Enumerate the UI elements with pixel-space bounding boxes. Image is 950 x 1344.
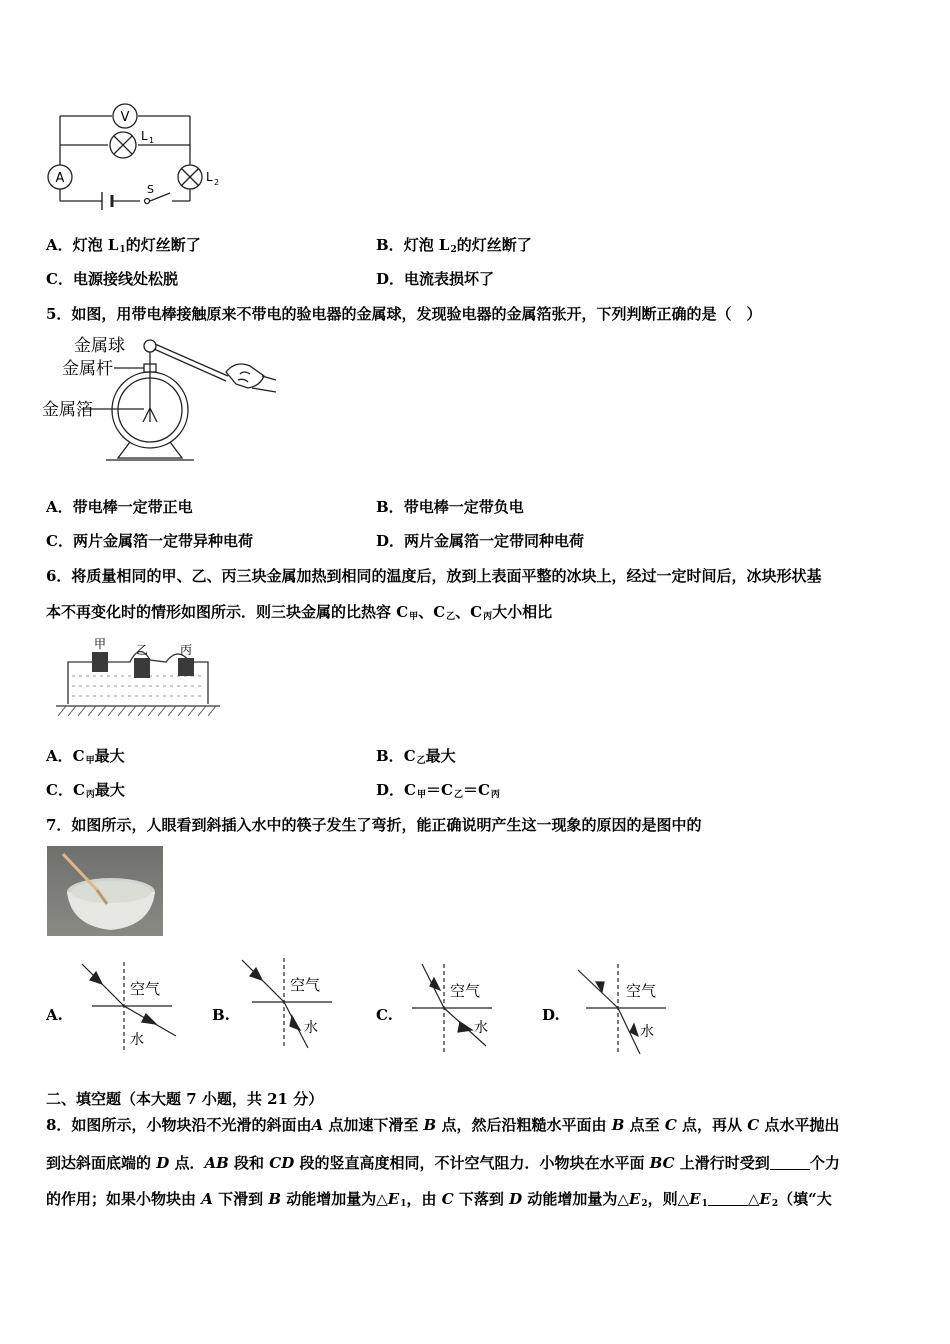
q7-option-c[interactable]: C.	[376, 1006, 393, 1024]
circuit-diagram	[40, 95, 240, 220]
q4-option-b[interactable]: B．灯泡 $L_2$的灯丝断了	[376, 236, 532, 255]
refraction-diagram-a	[76, 958, 186, 1054]
refraction-diagram-c	[396, 960, 506, 1056]
lamp2-sub: 2	[214, 178, 220, 187]
q4-option-d[interactable]: D．电流表损坏了	[376, 270, 495, 288]
q5-option-a[interactable]: A．带电棒一定带正电	[46, 498, 193, 516]
air-label-a: 空气	[130, 980, 161, 998]
label-metal-foil: 金属箔	[42, 400, 93, 420]
label-jia: 甲	[93, 637, 107, 651]
lamp2-label: L	[206, 170, 213, 184]
air-label-d: 空气	[626, 982, 657, 1000]
electroscope-figure	[40, 330, 280, 470]
section-title: 二、填空题（本大题 7 小题，共 21 分）	[46, 1090, 324, 1108]
q8-blank-2[interactable]	[708, 1191, 748, 1206]
air-label-b: 空气	[290, 976, 321, 994]
label-metal-ball: 金属球	[74, 336, 125, 356]
lamp1-label: L	[141, 129, 148, 143]
label-metal-rod: 金属杆	[62, 359, 113, 379]
q6-stem-line2: 本不再变化时的情形如图所示．则三块金属的比热容 $C_甲$、$C_乙$、$C_丙$大小相比	[46, 603, 553, 622]
q5-option-d[interactable]: D．两片金属箔一定带同种电荷	[376, 532, 585, 550]
air-label-c: 空气	[450, 982, 481, 1000]
q5-option-b[interactable]: B．带电棒一定带负电	[376, 498, 524, 516]
q6-option-a[interactable]: A．$C_甲$最大	[46, 747, 125, 766]
q8-blank-1[interactable]	[770, 1155, 810, 1170]
q6-option-c[interactable]: C．$C_丙$最大	[46, 781, 125, 800]
switch-label: S	[147, 183, 154, 196]
water-label-b: 水	[304, 1020, 318, 1036]
label-yi: 乙	[135, 643, 149, 657]
q6-option-b[interactable]: B．$C_乙$最大	[376, 747, 456, 766]
voltmeter-label: V	[120, 110, 130, 125]
q8-line2: 到达斜面底端的 D 点．AB 段和 CD 段的竖直高度相同，不计空气阻力．小物块在水平面 BC 上滑行时受到 个力	[46, 1154, 840, 1172]
water-label-c: 水	[474, 1020, 488, 1036]
q8-line3: 的作用；如果小物块由 A 下滑到 B 动能增加量为$\triangle E_1$，由 C 下落到 D 动能增加量为$\triangle E_2$，则$\triangle E_1$ $\triangle E_2$（填“大	[46, 1190, 832, 1209]
ammeter-label: A	[55, 171, 65, 186]
q5-stem: 5．如图，用带电棒接触原来不带电的验电器的金属球，发现验电器的金属箔张开，下列判断正确的是（ ）	[46, 305, 762, 323]
q6-stem-line1: 6．将质量相同的甲、乙、丙三块金属加热到相同的温度后，放到上表面平整的冰块上，经过一定时间后，冰块形状基	[46, 567, 822, 585]
q6-option-d[interactable]: D．$C_甲=C_乙=C_丙$	[376, 781, 500, 800]
refraction-diagram-b	[236, 954, 346, 1050]
water-label-d: 水	[640, 1024, 654, 1040]
water-label-a: 水	[130, 1032, 144, 1048]
refraction-diagram-d	[570, 960, 680, 1056]
q8-line1: 8．如图所示，小物块沿不光滑的斜面由A 点加速下滑至 B 点，然后沿粗糙水平面由 B 点至 C 点，再从 C 点水平抛出	[46, 1116, 840, 1134]
q4-option-a[interactable]: A．灯泡 $L_1$的灯丝断了	[46, 236, 201, 255]
chopsticks-bowl-photo	[47, 846, 163, 936]
q5-option-c[interactable]: C．两片金属箔一定带异种电荷	[46, 532, 253, 550]
lamp1-sub: 1	[149, 136, 155, 145]
q7-option-a[interactable]: A.	[46, 1006, 63, 1024]
q7-option-d[interactable]: D.	[542, 1006, 560, 1024]
q7-option-b[interactable]: B.	[212, 1006, 230, 1024]
label-bing: 丙	[179, 643, 193, 657]
ice-block-figure	[48, 636, 228, 720]
q7-stem: 7．如图所示，人眼看到斜插入水中的筷子发生了弯折，能正确说明产生这一现象的原因的是图中的	[46, 816, 702, 834]
q4-option-c[interactable]: C．电源接线处松脱	[46, 270, 178, 288]
